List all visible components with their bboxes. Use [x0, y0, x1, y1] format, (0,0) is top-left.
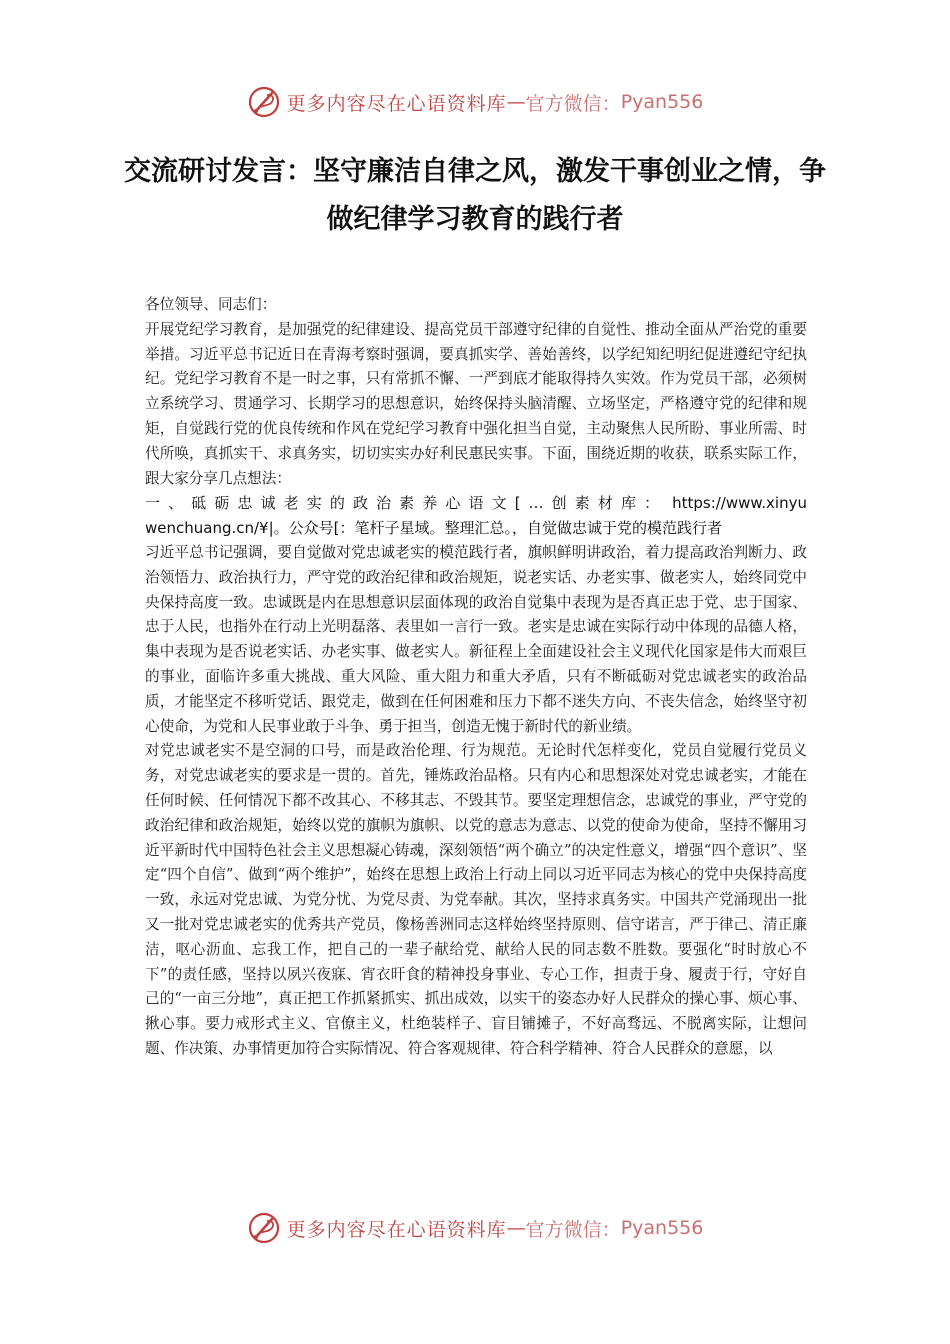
body-paragraph: 习近平总书记强调，要自觉做对党忠诚老实的模范践行者，旗帜鲜明讲政治，着力提高政治判断力、政治领悟力、政治执行力，严守党的政治纪律和政治规矩，说老实话、办老实事、做老实人，始终同党中央保持高度一致。忠诚既是内在思想意识层面体现的政治自觉集中表现为是否真正忠于党、忠于国家、忠于人民，也指外在行动上光明磊落、表里如一言行一致。老实是忠诚在实际行动中体现的品德人格，集中表现为是否说老实话、办老实事、做老实人。新征程上全面建设社会主义现代化国家是伟大而艰巨的事业，面临许多重大挑战、重大风险、重大阻力和重大矛盾，只有不断砥砺对党忠诚老实的政治品质，才能坚定不移听党话、跟党走，做到在任何困难和压力下都不迷失方向、不丧失信念，始终坚守初心使命，为党和人民事业敢于斗争、勇于担当，创造无愧于新时代的新业绩。 — [145, 543, 807, 735]
banner-separator: — — [506, 1217, 526, 1239]
banner-slogan: 更多内容尽在心语资料库 — [286, 1218, 507, 1241]
banner-separator: — — [506, 91, 526, 113]
document-title: 交流研讨发言：坚守廉洁自律之风，激发干事创业之情，争做纪律学习教育的践行者 — [124, 156, 826, 235]
banner-wechat-id: Pyan556 — [620, 1217, 704, 1239]
quill-logo-icon — [247, 85, 281, 119]
section-heading-lead: 一、砥砺忠诚老实的政治素养心语文[…创素材库： — [145, 494, 668, 513]
section-heading-rest: https://www.xinyuwenchuang.cn/¥|。公众号[：笔杆子星域。整理汇总。，自觉做忠诚于党的模范践行者 — [145, 494, 807, 538]
section-heading-one — [145, 491, 807, 541]
document-body — [145, 293, 807, 1062]
intro-paragraph: 开展党纪学习教育，是加强党的纪律建设、提高党员干部遵守纪律的自觉性、推动全面从严治党的重要举措。习近平总书记近日在青海考察时强调，要真抓实学、善始善终，以学纪知纪明纪促进遵纪守纪执纪。党纪学习教育不是一时之事，只有常抓不懈、一严到底才能取得持久实效。作为党员干部，必须树立系统学习、贯通学习、长期学习的思想意识，始终保持头脑清醒、立场坚定，严格遵守党的纪律和规矩，自觉践行党的优良传统和作风在党纪学习教育中强化担当自觉，主动聚焦人民所盼、事业所需、时代所唤，真抓实干、求真务实，切切实实办好利民惠民实事。下面，围绕近期的收获，联系实际工作，跟大家分享几点想法： — [145, 320, 807, 487]
footer-watermark-banner — [0, 1206, 950, 1250]
banner-slogan: 更多内容尽在心语资料库 — [286, 92, 507, 115]
quill-logo-icon — [247, 1211, 281, 1245]
body-paragraph: 对党忠诚老实不是空洞的口号，而是政治伦理、行为规范。无论时代怎样变化，党员自觉履行党员义务，对党忠诚老实的要求是一贯的。首先，锤炼政治品格。只有内心和思想深处对党忠诚老实，才能在任何时候、任何情况下都不改其心、不移其志、不毁其节。要坚定理想信念，忠诚党的事业，严守党的政治纪律和政治规矩，始终以党的旗帜为旗帜、以党的意志为意志、以党的使命为使命，坚持不懈用习近平新时代中国特色社会主义思想凝心铸魂，深刻领悟“两个确立”的决定性意义，增强“四个意识”、坚定“四个自信”、做到“两个维护”，始终在思想上政治上行动上同以习近平同志为核心的党中央保持高度一致，永远对党忠诚、为党分忧、为党尽责、为党奉献。其次，坚持求真务实。中国共产党涌现出一批又一批对党忠诚老实的优秀共产党员，像杨善洲同志这样始终坚持原则、信守诺言，严于律己、清正廉洁，呕心沥血、忘我工作，把自己的一辈子献给党、献给人民的同志数不胜数。要强化“时时放心不下”的责任感，坚持以夙兴夜寐、宵衣旰食的精神投身事业、专心工作，担责于身、履责于行，守好自己的“一亩三分地”，真正把工作抓紧抓实、抓出成效，以实干的姿态办好人民群众的操心事、烦心事、揪心事。要力戒形式主义、官僚主义，杜绝装样子、盲目铺摊子，不好高骛远、不脱离实际，让想问题、作决策、办事情更加符合实际情况、符合客观规律、符合科学精神、符合人民群众的意愿，以 — [145, 742, 807, 1057]
banner-wechat-id: Pyan556 — [620, 91, 704, 113]
header-watermark-banner — [0, 80, 950, 124]
banner-wechat-label: 官方微信： — [525, 92, 621, 115]
greeting: 各位领导、同志们： — [145, 296, 277, 313]
banner-wechat-label: 官方微信： — [525, 1218, 621, 1241]
